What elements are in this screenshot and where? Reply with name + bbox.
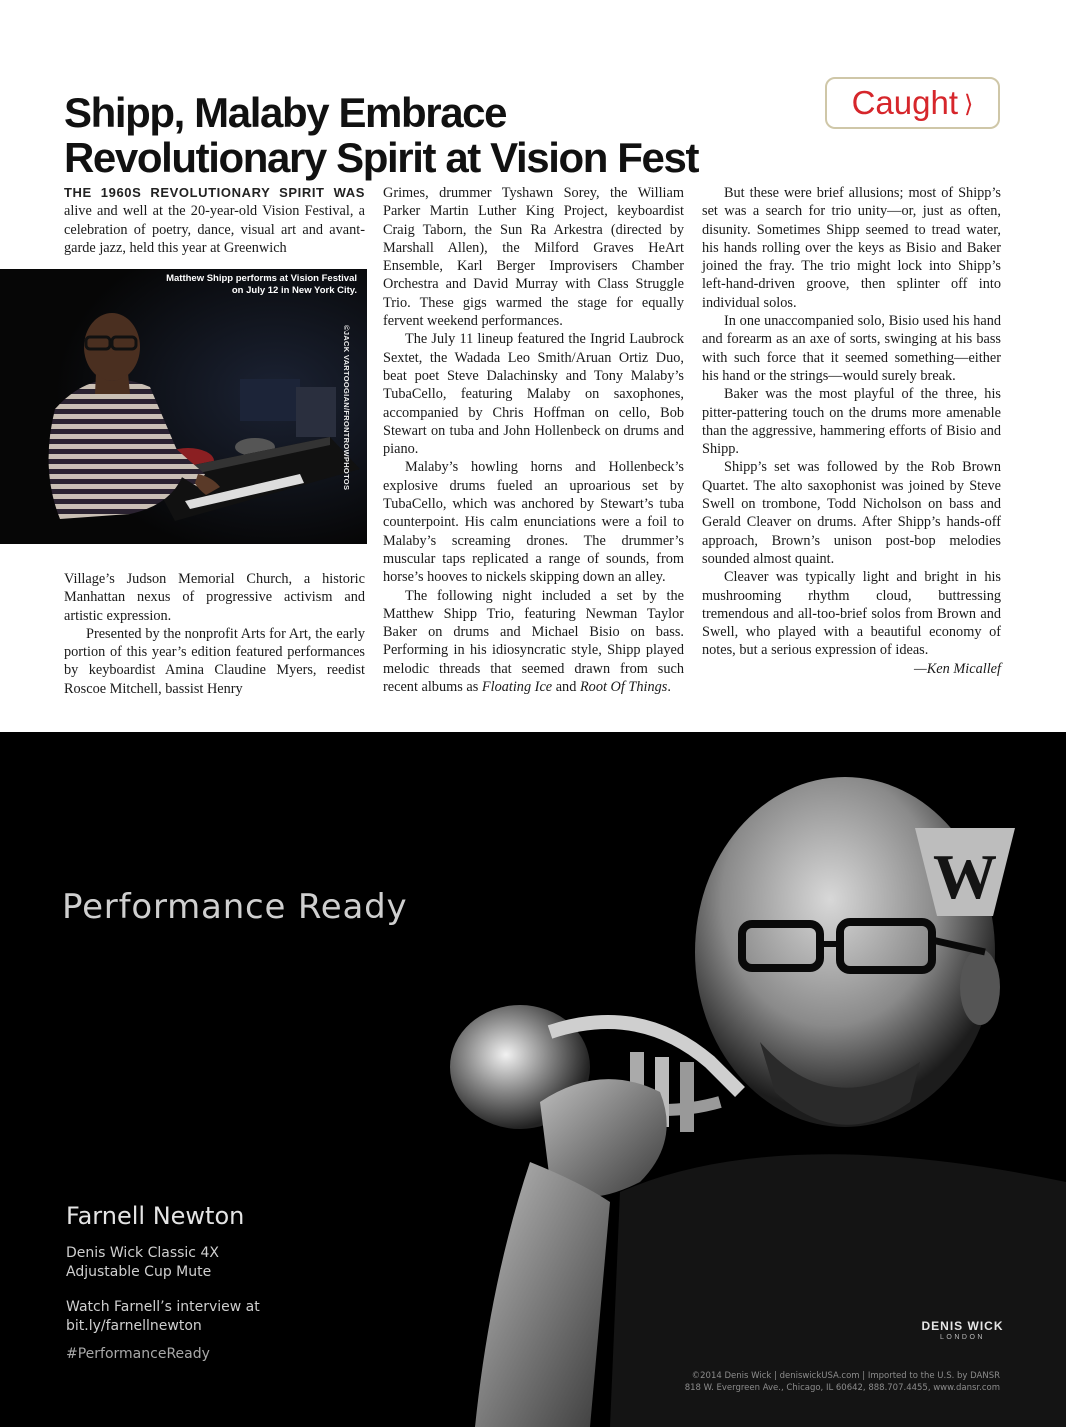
article-paragraph: But these were brief allusions; most of Shipp’s set was a search for trio unity—or, just as often, disunity. Sometimes Shipp seemed to tread water, his hands rolling over the keys as Bisio and Baker joined the fray. The trio might lock into Shipp’s left-hand-driven groove, then splinter off into individual solos.	[702, 185, 1001, 311]
lead-in: THE 1960S REVOLUTIONARY SPIRIT WAS	[64, 185, 365, 200]
fine-print-line-1: ©2014 Denis Wick | deniswickUSA.com | Imported to the U.S. by DANSR	[691, 1371, 1000, 1381]
article-column-2	[383, 184, 684, 696]
article-paragraph: Cleaver was typically light and bright in his mushrooming rhythm cloud, buttressing tremendous and all-too-brief solos from Brown and Swell, who played with a beautiful economy of notes, but a serious expression of ideas.	[702, 569, 1001, 659]
paragraph-text: The following night included a set by the Matthew Shipp Trio, featuring Newman Taylor Baker on drums and Michael Bisio on bass. Performing in his idiosyncratic style, Shipp played melodic threads that seemed drawn from such recent albums as	[383, 587, 684, 696]
paragraph-text: alive and well at the 20-year-old Vision Festival, a celebration of poetry, dance, visual art and avant-garde jazz, held this year at Greenwich	[64, 203, 365, 256]
ad-fine-print	[685, 1370, 1000, 1394]
paragraph-text: and	[552, 679, 580, 696]
article-paragraph: Village’s Judson Memorial Church, a historic Manhattan nexus of progressive activism and artistic expression.	[64, 571, 365, 624]
headline-line-2: Revolutionary Spirit at Vision Fest	[64, 134, 699, 181]
byline: —Ken Micallef	[914, 660, 1001, 677]
chevron-right-icon: ⟩	[964, 90, 974, 118]
article-paragraph: Shipp’s set was followed by the Rob Brown Quartet. The alto saxophonist was joined by Steve Swell on trombone, Todd Nicholson on bass and Gerald Cleaver on drums. After Shipp’s hands-off approach, Brown’s unison post-bop melodies sounded almost quaint.	[702, 459, 1001, 567]
paragraph-text: .	[667, 679, 671, 696]
product-line-2: Adjustable Cup Mute	[66, 1264, 212, 1280]
section-tag-label: Caught	[851, 84, 959, 121]
photo-caption: Matthew Shipp performs at Vision Festival on July 12 in New York City.	[166, 273, 357, 296]
performer-photo	[0, 269, 367, 544]
article-paragraph	[383, 587, 684, 697]
artist-name: Farnell Newton	[66, 1202, 245, 1230]
piano-performer-image	[0, 269, 367, 544]
hashtag: #PerformanceReady	[66, 1346, 210, 1362]
article-column-1	[64, 184, 365, 257]
album-title: Root Of Things	[579, 679, 668, 696]
article-paragraph: Presented by the nonprofit Arts for Art, the early portion of this year’s edition featured performances by keyboardist Amina Claudine Myers, reedist Roscoe Mitchell, bassist Henry	[64, 625, 365, 697]
denis-wick-logo-icon	[915, 828, 1015, 916]
article-paragraph	[64, 184, 365, 257]
ad-headline: Performance Ready	[62, 887, 408, 927]
interview-link[interactable]	[66, 1298, 326, 1336]
fine-print-line-2: 818 W. Evergreen Ave., Chicago, IL 60642, 888.707.4455, www.dansr.com	[684, 1383, 1000, 1393]
article-paragraph: In one unaccompanied solo, Bisio used his hand and forearm as an axe of sorts, swinging at his bass with such force that it seemed something—either his hand or the strings—would surely break.	[702, 313, 1001, 384]
article-column-1-continued	[64, 570, 365, 698]
svg-text:W: W	[933, 841, 997, 912]
interview-url[interactable]: bit.ly/farnellnewton	[66, 1318, 202, 1334]
article-column-3	[702, 184, 1001, 678]
article-paragraph: Malaby’s howling horns and Hollenbeck’s explosive drums fueled an uproarious set by TubaCello, which was anchored by Stewart’s tuba counterpoint. His calm enunciations were a foil to Malaby’s screaming drones. The drummer’s muscular taps replicated a range of sounds, from horse’s hooves to nickels skipping down an alley.	[383, 459, 684, 586]
product-name	[66, 1244, 326, 1282]
article-paragraph: The July 11 lineup featured the Ingrid Laubrock Sextet, the Wadada Leo Smith/Aruan Ortiz Duo, beat poet Steve Dalachinsky and Tony Malaby’s TubaCello, featuring Malaby on saxophones, accompanied by Chris Hoffman on cello, Bob Stewart on tuba and John Hollenbeck on drums and piano.	[383, 331, 684, 458]
article-paragraph: Grimes, drummer Tyshawn Sorey, the William Parker Martin Luther King Project, keyboardist Craig Taborn, the Sun Ra Arkestra (directed by Marshall Allen), the Milford Graves HeArt Ensemble, Karl Berger Improvisers Chamber Orchestra and David Murray with Class Struggle Trio. These gigs warmed the stage for equally fervent weekend performances.	[383, 185, 684, 330]
album-title: Floating Ice	[481, 679, 553, 696]
logo-sub: LONDON	[940, 1334, 985, 1341]
product-line-1: Denis Wick Classic 4X	[66, 1245, 219, 1261]
article-headline	[64, 90, 804, 180]
logo-brand: DENIS WICK	[921, 1319, 1004, 1333]
article-paragraph: Baker was the most playful of the three, his pitter-pattering touch on the drums more amenable than the aggressive, hammering efforts of Bisio and Shipp.	[702, 386, 1001, 458]
photo-credit: ©JACK VARTOOGIAN/FRONTROWPHOTOS	[342, 325, 351, 491]
interview-line-1: Watch Farnell’s interview at	[66, 1299, 260, 1315]
headline-line-1: Shipp, Malaby Embrace	[64, 89, 507, 136]
section-tag-caught	[825, 77, 1000, 129]
